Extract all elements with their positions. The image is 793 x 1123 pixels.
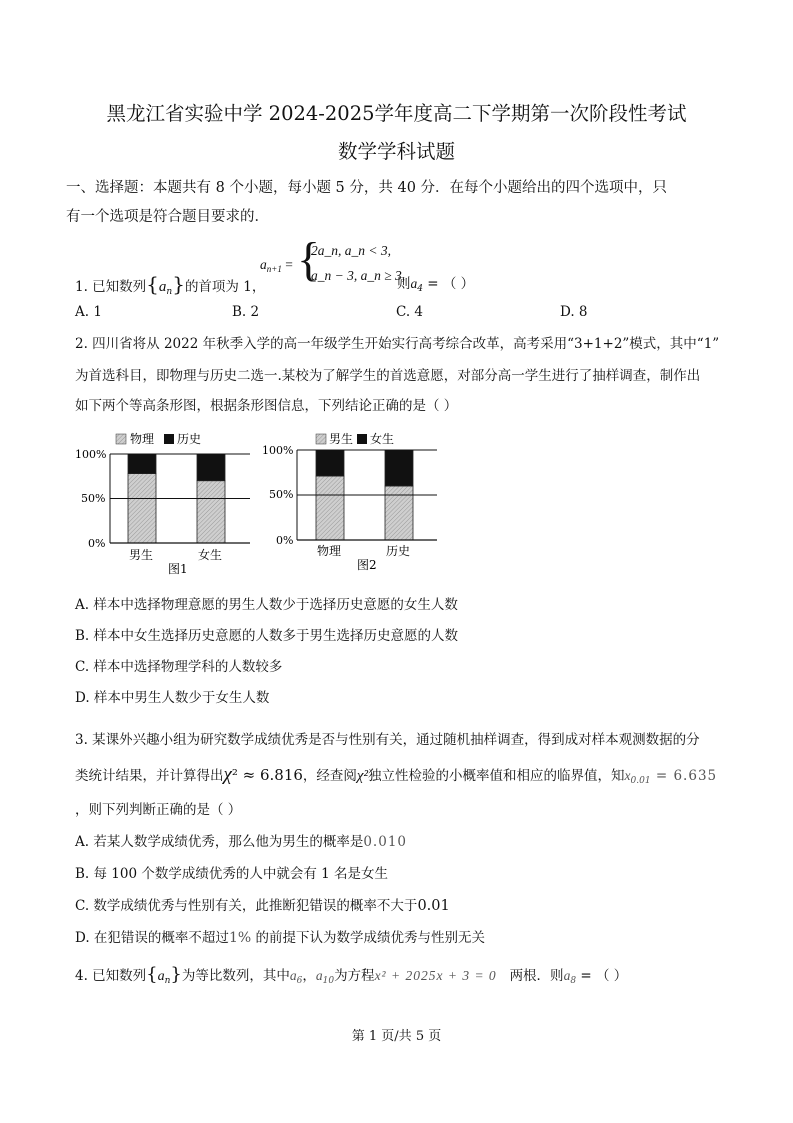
legend-swatch-girls: [357, 434, 367, 444]
section-instructions-line-2: 有一个选项是符合题目要求的．: [66, 209, 269, 225]
chart2-bar-2-series-2: [385, 450, 413, 486]
chart2-ytick-0: 0%: [276, 534, 294, 547]
question-4: 4. 已知数列$\{a_n\}$为等比数列，其中$a_6$，$a_{10}$为方程x² + 2025x + 3 = 0 两根．则$a_8$ = （ ）: [75, 964, 628, 986]
chart1-bar-1-series-2: [128, 454, 156, 474]
q2-option-b: B. 样本中女生选择历史意愿的人数多于男生选择历史意愿的人数: [75, 628, 459, 644]
page-footer: 第 1 页/共 5 页: [351, 1029, 442, 1044]
q2-option-c: C. 样本中选择物理学科的人数较多: [75, 659, 283, 675]
q1-option-a: A. 1: [75, 304, 102, 320]
chart1-ytick-0: 0%: [88, 537, 106, 550]
section-instructions-line-1: 一、选择题：本题共有 8 个小题，每小题 5 分，共 40 分．在每个小题给出的四个选项中，只: [66, 180, 668, 196]
chart2-bar-1-series-2: [316, 450, 344, 476]
legend-swatch-history: [164, 434, 174, 444]
q3-option-b: B. 每 100 个数学成绩优秀的人中就会有 1 名是女生: [75, 866, 389, 882]
q2-line-1: 2. 四川省将从 2022 年秋季入学的高一年级学生开始实行高考综合改革，高考采用“3+1+2”模式，其中“1”: [75, 336, 720, 352]
q1-option-b: B. 2: [232, 304, 260, 320]
legend-swatch-physics: [116, 434, 126, 444]
chart1-ytick-100: 100%: [75, 448, 107, 461]
q3-option-c: C. 数学成绩优秀与性别有关，此推断犯错误的概率不大于: [75, 898, 418, 914]
q1-prefix: 1. 已知数列: [75, 279, 147, 295]
chart1-xtick-boys: 男生: [129, 548, 154, 562]
q3-line-1: 3. 某课外兴趣小组为研究数学成绩优秀是否与性别有关，通过随机抽样调查，得到成对样本观测数据的分: [75, 732, 700, 748]
q3-option-a: A. 若某人数学成绩优秀，那么他为男生的概率是: [75, 834, 364, 850]
q1-seq: a: [158, 279, 167, 295]
q3-chi: χ: [223, 764, 232, 785]
q3-line-2a: 类统计结果，并计算得出: [75, 768, 224, 784]
chart1-bar-2-series-1: [197, 481, 225, 543]
chart-figure-2: [262, 428, 442, 578]
q3-critical-value: = 6.635: [650, 768, 718, 784]
chart2-xtick-physics: 物理: [317, 544, 342, 558]
chart2-ytick-100: 100%: [262, 444, 294, 457]
q2-line-2: 为首选科目，即物理与历史二选一.某校为了解学生的首选意愿，对部分高一学生进行了抽样调查，制作出: [75, 368, 701, 384]
chart2-xtick-history: 历史: [386, 544, 411, 558]
legend-label-history: 历史: [177, 432, 202, 446]
title-line-2: 数学学科试题: [337, 140, 455, 163]
q1-option-c: C. 4: [396, 304, 424, 320]
title-line-1: 黑龙江省实验中学 2024-2025学年度高二下学期第一次阶段性考试: [106, 102, 687, 125]
q1-lhs: a: [260, 257, 267, 272]
q2-option-a: A. 样本中选择物理意愿的男生人数少于选择历史意愿的女生人数: [75, 597, 458, 613]
legend-label-boys: 男生: [329, 432, 354, 446]
legend-swatch-boys: [316, 434, 326, 444]
q1-middle: 的首项为 1，: [184, 279, 266, 295]
q1-case-2: a_n − 3, a_n ≥ 3,: [311, 268, 406, 283]
q2-line-3: 如下两个等高条形图，根据条形图信息，下列结论正确的是（ ）: [75, 398, 458, 414]
q1-suffix: 则: [397, 276, 411, 292]
chart2-caption: 图2: [357, 558, 377, 572]
chart1-ytick-50: 50%: [81, 492, 106, 505]
chart2-ytick-50: 50%: [269, 488, 294, 501]
legend-label-girls: 女生: [370, 432, 395, 446]
chart1-xtick-girls: 女生: [198, 548, 223, 562]
q2-option-d: D. 样本中男生人数少于女生人数: [75, 690, 270, 706]
chart1-bar-2-series-2: [197, 454, 225, 481]
chart2-bar-2-series-1: [385, 486, 413, 540]
q4-prefix: 4. 已知数列: [75, 968, 147, 984]
q1-case-1: 2a_n, a_n < 3,: [311, 243, 391, 258]
q3-option-d: D. 在犯错误的概率不超过: [75, 930, 229, 946]
q3-chi-value: ² ≈ 6.816: [231, 766, 303, 784]
q1-option-d: D. 8: [560, 304, 588, 320]
q4-equation: x² + 2025x + 3 = 0: [374, 968, 497, 983]
chart1-bar-1-series-1: [128, 474, 156, 543]
chart1-caption: 图1: [168, 562, 188, 576]
chart2-bar-1-series-1: [316, 476, 344, 540]
q3-line-3: ，则下列判断正确的是（ ）: [75, 802, 242, 818]
legend-label-physics: 物理: [130, 432, 155, 446]
chart-figure-1: [70, 428, 255, 578]
